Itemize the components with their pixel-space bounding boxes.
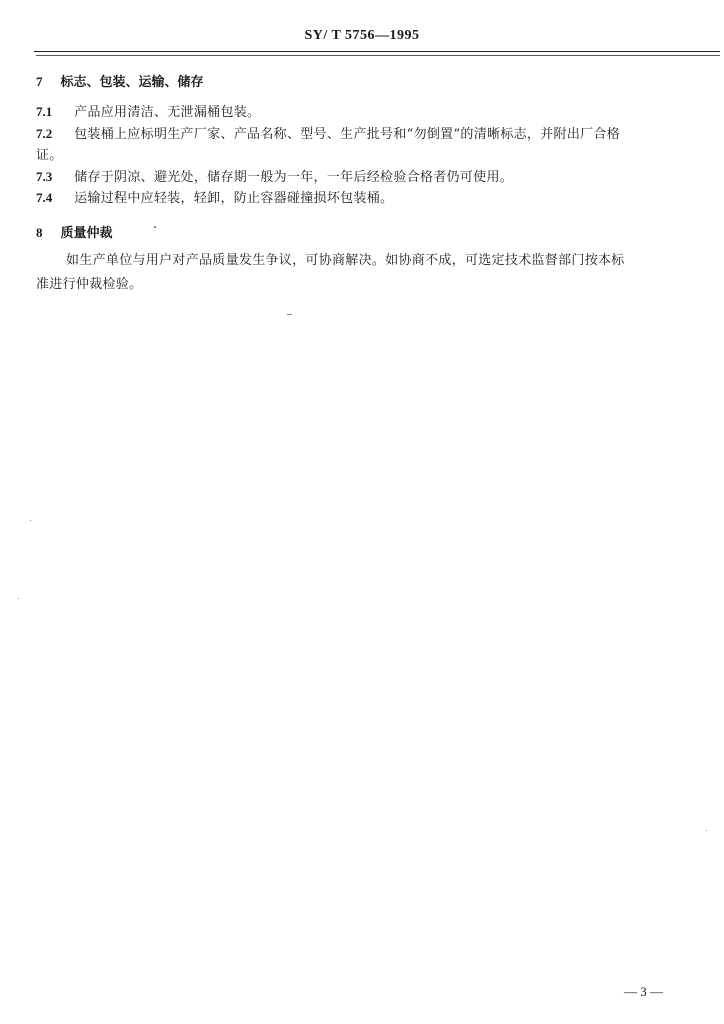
clause-text: 储存于阴凉、避光处，储存期一般为一年，一年后经检验合格者仍可使用。 — [74, 170, 514, 185]
clause-7-3 — [36, 168, 513, 187]
scan-speck — [287, 314, 292, 315]
clause-text: 产品应用清洁、无泄漏桶包装。 — [74, 105, 261, 120]
clause-7-2 — [36, 125, 620, 144]
clause-7-1 — [36, 103, 260, 122]
scan-speck — [18, 598, 19, 599]
clause-7-4 — [36, 189, 393, 208]
scan-speck — [154, 226, 156, 228]
scan-speck — [30, 520, 31, 521]
clause-number: 7.2 — [36, 126, 53, 141]
clause-number: 7.4 — [36, 190, 53, 205]
standard-number: SY/ T 5756—1995 — [304, 28, 420, 43]
scan-speck — [706, 830, 707, 831]
section-7-heading — [36, 73, 204, 92]
section-8-heading — [36, 224, 113, 243]
section-title: 标志、包装、运输、储存 — [60, 75, 204, 90]
clause-number: 7.1 — [36, 104, 53, 119]
page-number: — 3 — — [624, 984, 663, 999]
section-number: 7 — [36, 74, 43, 89]
section-title: 质量仲裁 — [60, 226, 113, 241]
clause-text: 包装桶上应标明生产厂家、产品名称、型号、生产批号和“勿倒置”的清晰标志，并附出厂合格 — [74, 127, 621, 142]
header-rule — [34, 51, 720, 52]
clause-text-continuation: 证。 — [36, 148, 63, 163]
clause-number: 7.3 — [36, 169, 53, 184]
clause-text: 运输过程中应轻装，轻卸，防止容器碰撞损坏包装桶。 — [74, 191, 394, 206]
section-8-paragraph-line-2: 准进行仲裁检验。 — [36, 277, 143, 292]
section-number: 8 — [36, 225, 43, 240]
header-rule-secondary — [36, 55, 720, 56]
clause-7-2-continuation — [36, 147, 63, 165]
section-8-paragraph-line-1: 如生产单位与用户对产品质量发生争议，可协商解决。如协商不成，可选定技术监督部门按本标 — [66, 253, 625, 268]
